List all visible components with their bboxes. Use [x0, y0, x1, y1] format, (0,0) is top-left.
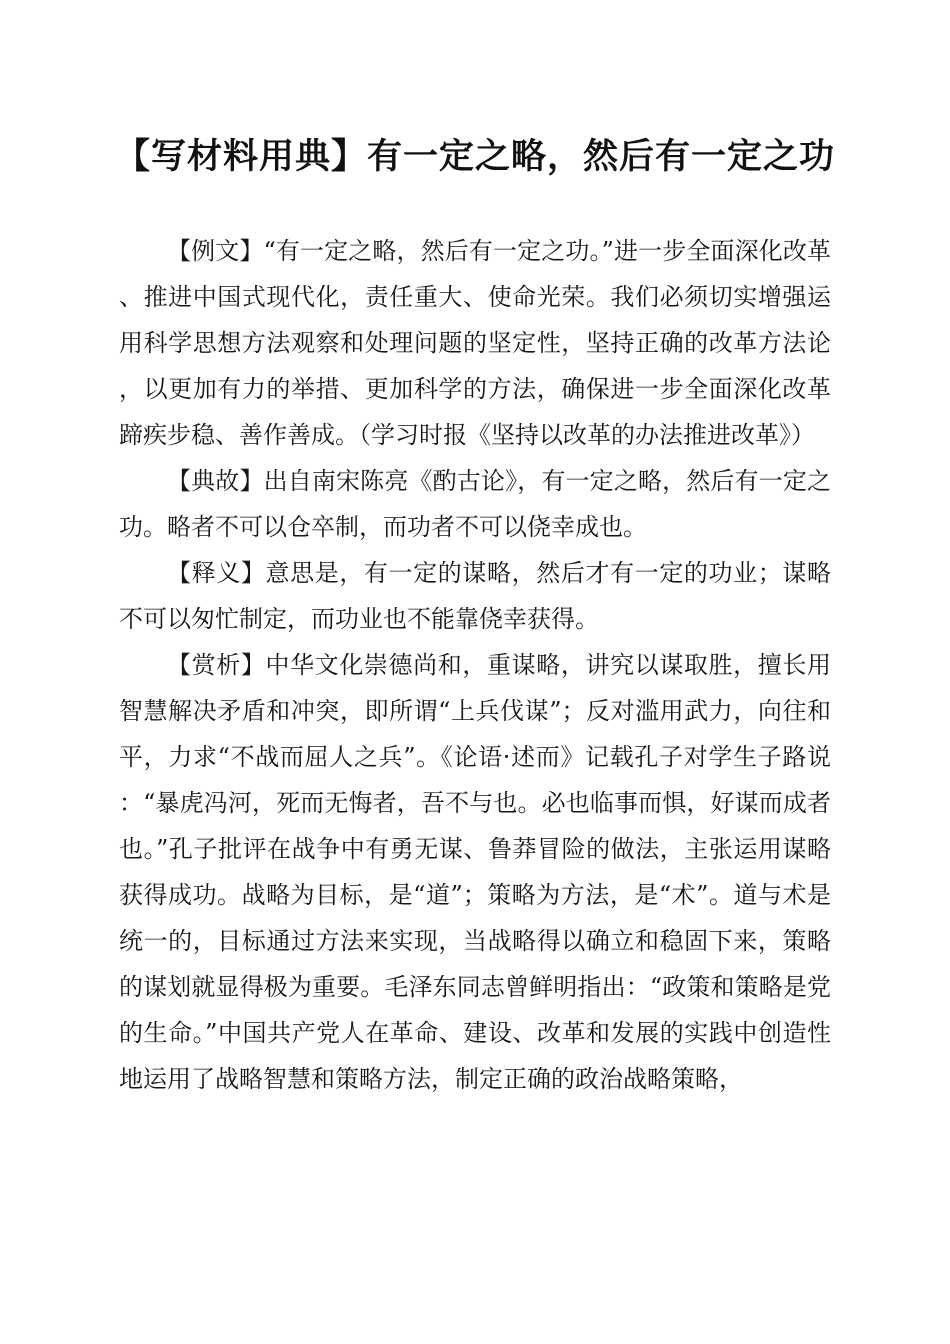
- paragraph-tag: 【典故】: [167, 467, 264, 495]
- paragraph-tag: 【释义】: [167, 559, 266, 587]
- paragraph-text: “有一定之略，然后有一定之功。”进一步全面深化改革、推进中国式现代化，责任重大、使命光荣。我们必须切实增强运用科学思想方法观察和处理问题的坚定性，坚持正确的改革方法论，以更加有力的举措、更加科学的方法，确保进一步全面深化改革蹄疾步稳、善作善成。（学习时报《坚持以改革的办法推进改革》）: [119, 237, 831, 449]
- paragraph-allusion: [119, 458, 831, 550]
- paragraph-meaning: [119, 550, 831, 642]
- paragraph-analysis: [119, 642, 831, 1102]
- paragraph-text: 中华文化崇德尚和，重谋略，讲究以谋取胜，擅长用智慧解决矛盾和冲突，即所谓“上兵伐谋”；反对滥用武力，向往和平，力求“不战而屈人之兵”。《论语·述而》记载孔子对学生子路说：“暴虎冯河，死而无悔者，吾不与也。必也临事而惧，好谋而成者也。”孔子批评在战争中有勇无谋、鲁莽冒险的做法，主张运用谋略获得成功。战略为目标，是“道”；策略为方法，是“术”。道与术是统一的，目标通过方法来实现，当战略得以确立和稳固下来，策略的谋划就显得极为重要。毛泽东同志曾鲜明指出：“政策和策略是党的生命。”中国共产党人在革命、建设、改革和发展的实践中创造性地运用了战略智慧和策略方法，制定正确的政治战略策略，: [119, 651, 832, 1093]
- paragraph-tag: 【赏析】: [167, 651, 266, 679]
- document-body: [119, 228, 831, 1102]
- paragraph-example: [119, 228, 831, 458]
- paragraph-tag: 【例文】: [167, 237, 264, 265]
- paragraph-text: 意思是，有一定的谋略，然后才有一定的功业；谋略不可以匆忙制定，而功业也不能靠侥幸获得。: [119, 559, 832, 633]
- paragraph-text: 出自南宋陈亮《酌古论》，有一定之略，然后有一定之功。略者不可以仓卒制，而功者不可以侥幸成也。: [119, 467, 831, 541]
- document-title: 【写材料用典】有一定之略，然后有一定之功: [114, 136, 835, 177]
